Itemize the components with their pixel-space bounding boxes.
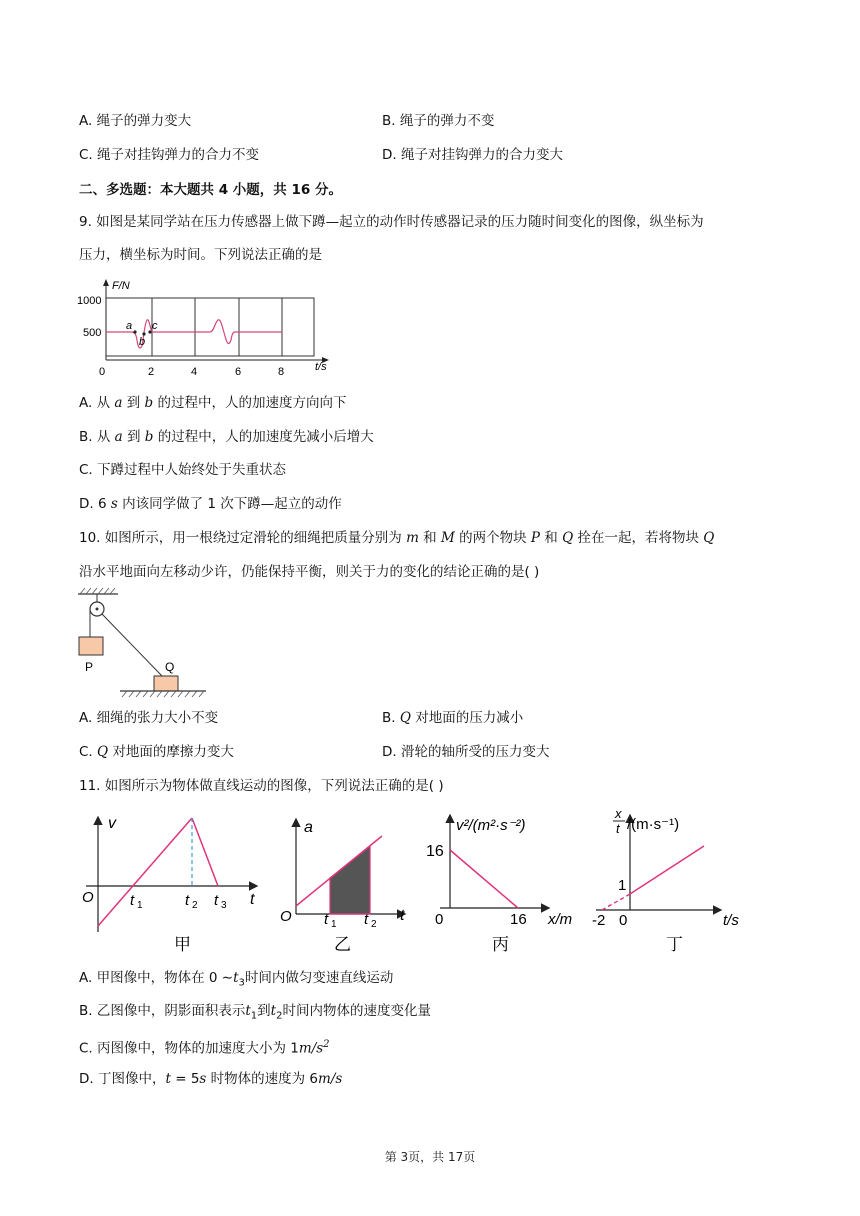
q9-xlabel: t/s [315,361,327,373]
svg-text:0: 0 [435,911,444,928]
q9-xtick-4: 4 [191,366,198,378]
svg-text:x: x [615,806,622,821]
svg-text:v²/(m²·s⁻²): v²/(m²·s⁻²) [456,817,526,834]
q9-xtick-0: 0 [99,366,106,378]
svg-text:2: 2 [192,900,198,911]
svg-text:-2: -2 [592,912,606,929]
q10-option-d: D. 滑轮的轴所受的压力变大 [382,744,550,760]
q8-option-c: C. 绳子对挂钩弹力的合力不变 [79,147,260,163]
q9-stem-line1: 9. 如图是某同学站在压力传感器上做下蹲—起立的动作时传感器记录的压力随时间变化的图像，纵坐标为 [79,214,704,230]
q8-option-a: A. 绳子的弹力变大 [79,113,192,129]
q10-option-c: C. Q 对地面的摩擦力变大 [79,744,234,760]
q9-option-a: A. 从 a 到 b 的过程中，人的加速度方向向下 [79,395,347,411]
q8-option-d: D. 绳子对挂钩弹力的合力变大 [382,147,563,163]
q11-fig-ding [592,806,739,954]
svg-text:乙: 乙 [334,935,351,954]
svg-text:1: 1 [137,900,143,911]
svg-text:1: 1 [618,877,627,894]
q10-stem-line1: 10. 如图所示，用一根绕过定滑轮的细绳把质量分别为 m 和 M 的两个物块 P 和 Q 拴在一起，若将物块 Q [79,530,715,546]
svg-text:甲: 甲 [174,935,191,954]
svg-text:t: t [324,911,329,928]
svg-text:v: v [108,815,116,832]
svg-text:t: t [130,892,135,909]
svg-text:2: 2 [371,919,377,930]
page-footer: 第 3页，共 17页 [384,1150,476,1164]
q10-label-p: P [85,660,94,674]
svg-text:t: t [250,891,255,908]
q9-stem-line2: 压力，横坐标为时间。下列说法正确的是 [79,247,322,263]
svg-text:t/s: t/s [723,912,739,929]
q10-pulley-figure [72,586,212,702]
q9-ytick-500: 500 [83,327,102,339]
q11-option-b: B. 乙图像中，阴影面积表示$t_1$到$t_2$时间内物体的速度变化量 [79,1003,431,1022]
q9-xtick-2: 2 [148,366,155,378]
q11-fig-bing [426,816,572,954]
q10-label-q: Q [165,660,175,674]
svg-text:16: 16 [510,911,527,928]
q9-point-c: c [152,320,158,332]
svg-text:16: 16 [426,843,444,860]
q9-xtick-8: 8 [278,366,285,378]
svg-text:3: 3 [221,900,227,911]
q11-option-c: C. 丙图像中，物体的加速度大小为 $1m/s^2$ [79,1039,330,1057]
svg-text:t: t [185,892,190,909]
svg-text:/(m·s⁻¹): /(m·s⁻¹) [627,816,680,833]
q8-option-b: B. 绳子的弹力不变 [382,113,495,129]
q10-stem-line2: 沿水平地面向左移动少许，仍能保持平衡，则关于力的变化的结论正确的是( ) [79,564,540,580]
q9-force-time-graph [75,274,335,384]
q10-option-a: A. 细绳的张力大小不变 [79,710,219,726]
q11-figures [78,806,758,958]
section-heading: 二、多选题：本大题共 4 小题，共 16 分。 [79,182,342,198]
q11-stem: 11. 如图所示为物体做直线运动的图像，下列说法正确的是( ) [79,778,444,794]
svg-text:t: t [616,821,620,836]
svg-text:x/m: x/m [548,911,573,928]
svg-text:t: t [400,907,405,924]
svg-text:丙: 丙 [492,935,509,954]
q11-fig-yi [280,819,405,954]
q9-ylabel: F/N [112,280,130,292]
q9-ytick-1000: 1000 [77,295,102,307]
svg-text:a: a [304,819,313,836]
svg-text:t: t [364,911,369,928]
svg-text:t: t [214,892,219,909]
q9-option-d: D. 6 s 内该同学做了 1 次下蹲—起立的动作 [79,496,342,512]
q9-xtick-6: 6 [235,366,242,378]
q9-option-c: C. 下蹲过程中人始终处于失重状态 [79,462,287,478]
svg-text:O: O [82,889,94,906]
q11-option-a: A. 甲图像中，物体在 0 $\sim t_3$时间内做匀变速直线运动 [79,970,394,989]
svg-text:丁: 丁 [666,935,683,954]
svg-text:0: 0 [619,912,628,929]
q9-point-b: b [139,336,146,348]
svg-text:1: 1 [331,919,337,930]
svg-text:O: O [280,908,292,925]
q9-option-b: B. 从 a 到 b 的过程中，人的加速度先减小后增大 [79,429,374,445]
q11-fig-jia [82,815,256,954]
q10-option-b: B. Q 对地面的压力减小 [382,710,524,726]
q11-option-d: D. 丁图像中，t = 5s 时物体的速度为 6m/s [79,1071,343,1087]
q9-point-a: a [126,320,133,332]
